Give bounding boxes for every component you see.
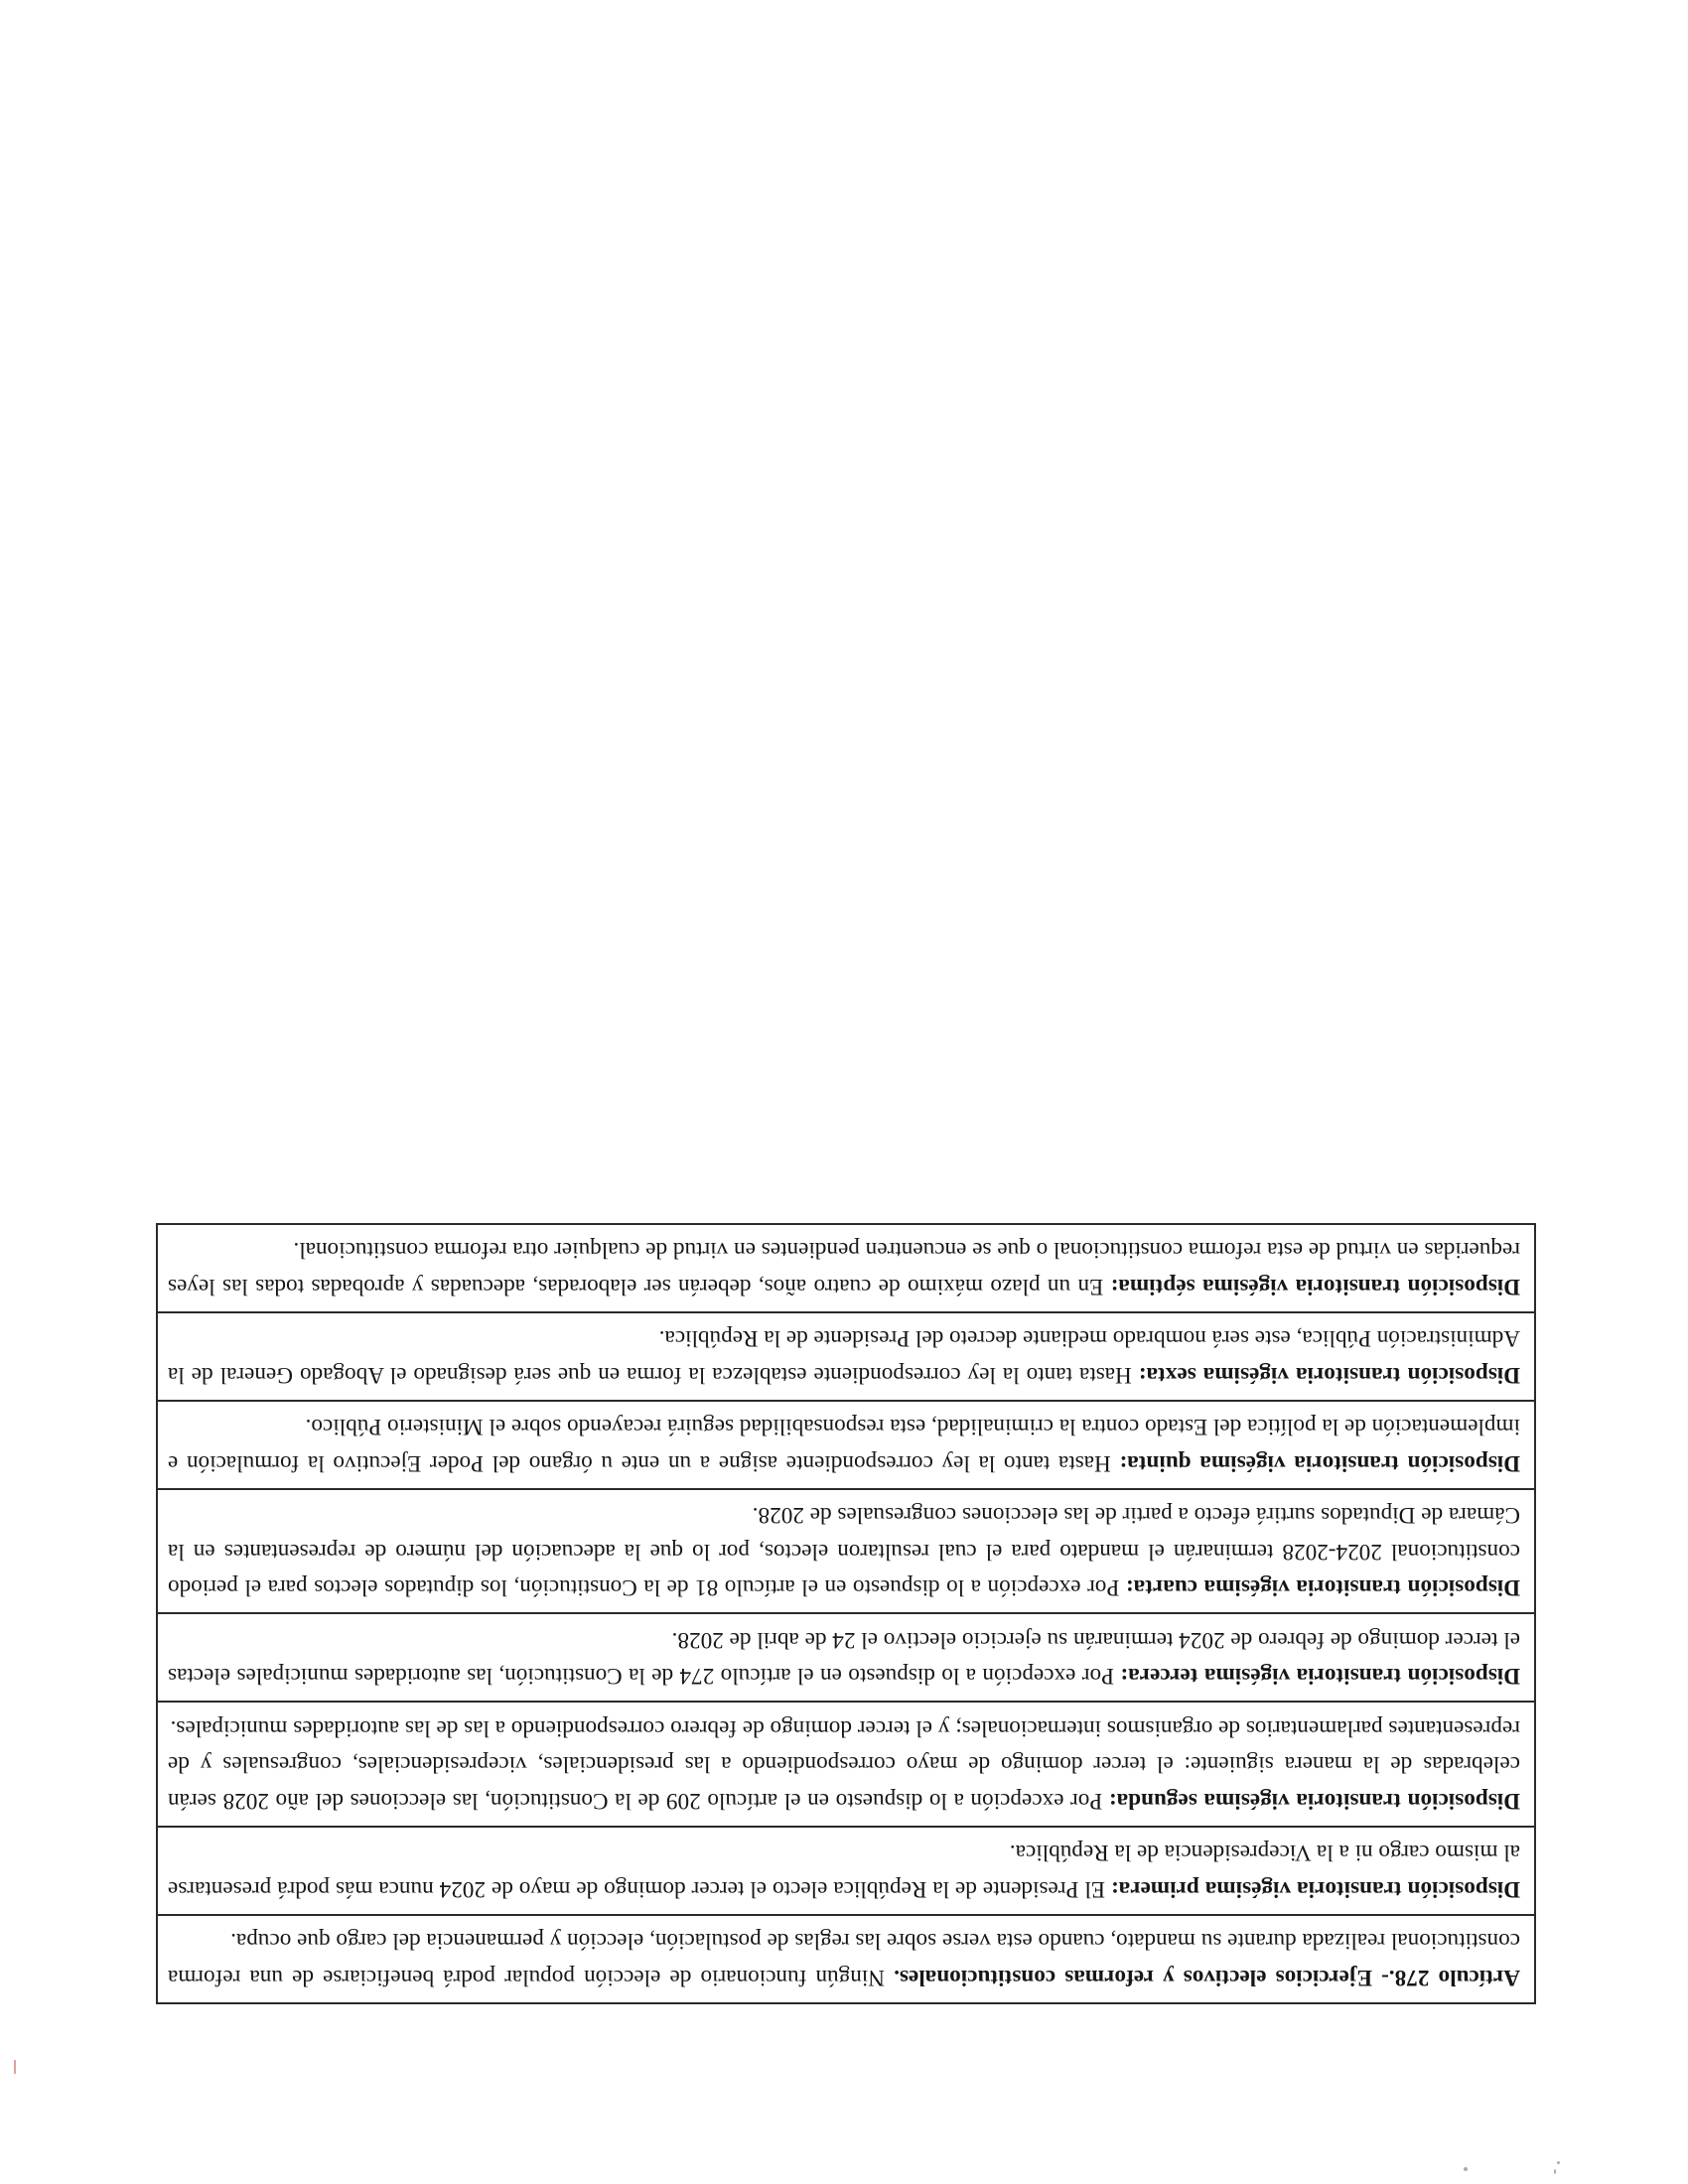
article-278-text: Ningún funcionario de elección popular podrá beneficiarse de una reforma constitucional realizada durante su mandato, cuando esta verse sobre las reglas de postulación, elección y permanencia del cargo que ocupa. [168, 1928, 1520, 1990]
margin-scan-mark [14, 2060, 16, 2074]
transitional-22-text: Por excepción a lo dispuesto en el artículo 209 de la Constitución, las elecciones del año 2028 serán celebradas de la manera siguiente: el tercer domingo de mayo correspondiendo a las presidenciales, vicepresidenciales, congresuales y de representantes parlamentarios de organismos internacionales; y el tercer domingo de febrero correspondiendo a las de las autoridades municipales. [168, 1715, 1520, 1814]
transitional-23-text: Por excepción a lo dispuesto en el artículo 274 de la Constitución, las autoridades municipales electas el tercer domingo de febrero de 2024 terminarán su ejercicio electivo el 24 de abril de 2028. [168, 1627, 1520, 1690]
transitional-24-row [158, 1488, 1534, 1613]
transitional-27-text: En un plazo máximo de cuatro años, deberán ser elaboradas, adecuadas y aprobadas todas las leyes requeridas en virtud de esta reforma constitucional o que se encuentren pendientes en virtud de cualquier otra reforma constitucional. [168, 1237, 1520, 1299]
scan-speck [1557, 2161, 1560, 2164]
transitional-26-text: Hasta tanto la ley correspondiente establezca la forma en que será designado el Abogado General de la Administración Pública, este será nombrado mediante decreto del Presidente de la República. [168, 1325, 1520, 1388]
transitional-25-text: Hasta tanto la ley correspondiente asigne a un ente u órgano del Poder Ejecutivo la formulación e implementación de la política del Estado contra la criminalidad, esta responsabilidad seguirá recayendo sobre el Ministerio Público. [167, 1414, 1520, 1476]
transitional-23-heading: Disposición transitoria vigésima tercera: [1120, 1663, 1520, 1690]
provisions-table [156, 1223, 1536, 2004]
transitional-27-row [158, 1225, 1534, 1311]
transitional-21-row [158, 1826, 1534, 1914]
transitional-22-row [158, 1702, 1534, 1827]
article-278-heading: Artículo 278.- Ejercicios electivos y reformas constitucionales. [894, 1965, 1520, 1990]
transitional-26-row [158, 1311, 1534, 1400]
transitional-23-row [158, 1613, 1534, 1702]
transitional-27-heading: Disposición transitoria vigésima séptima: [1110, 1274, 1520, 1299]
transitional-22-heading: Disposición transitoria vigésima segunda: [1108, 1788, 1520, 1814]
transitional-25-heading: Disposición transitoria vigésima quinta: [1119, 1450, 1520, 1476]
transitional-24-text: Por excepción a lo dispuesto en el artículo 81 de la Constitución, los diputados electos para el periodo constitucional 2024-2028 terminarán el mandato para el cual resultaron electos, por lo que la adecuación del número de representantes en la Cámara de Diputados surtirá efecto a partir de las elecciones congresuales de 2028. [168, 1502, 1520, 1601]
scan-speck [1464, 2167, 1468, 2171]
transitional-26-heading: Disposición transitoria vigésima sexta: [1138, 1362, 1520, 1388]
transitional-24-heading: Disposición transitoria vigésima cuarta: [1125, 1574, 1520, 1601]
article-278-row [158, 1914, 1534, 2002]
transitional-25-row [158, 1400, 1534, 1488]
scan-speck [1554, 2169, 1556, 2174]
transitional-21-text: El Presidente de la República electo el tercer domingo de mayo de 2024 nunca más podrá presentarse al mismo cargo ni a la Vicepresidencia de la República. [168, 1840, 1520, 1902]
transitional-21-heading: Disposición transitoria vigésima primera: [1110, 1876, 1520, 1902]
